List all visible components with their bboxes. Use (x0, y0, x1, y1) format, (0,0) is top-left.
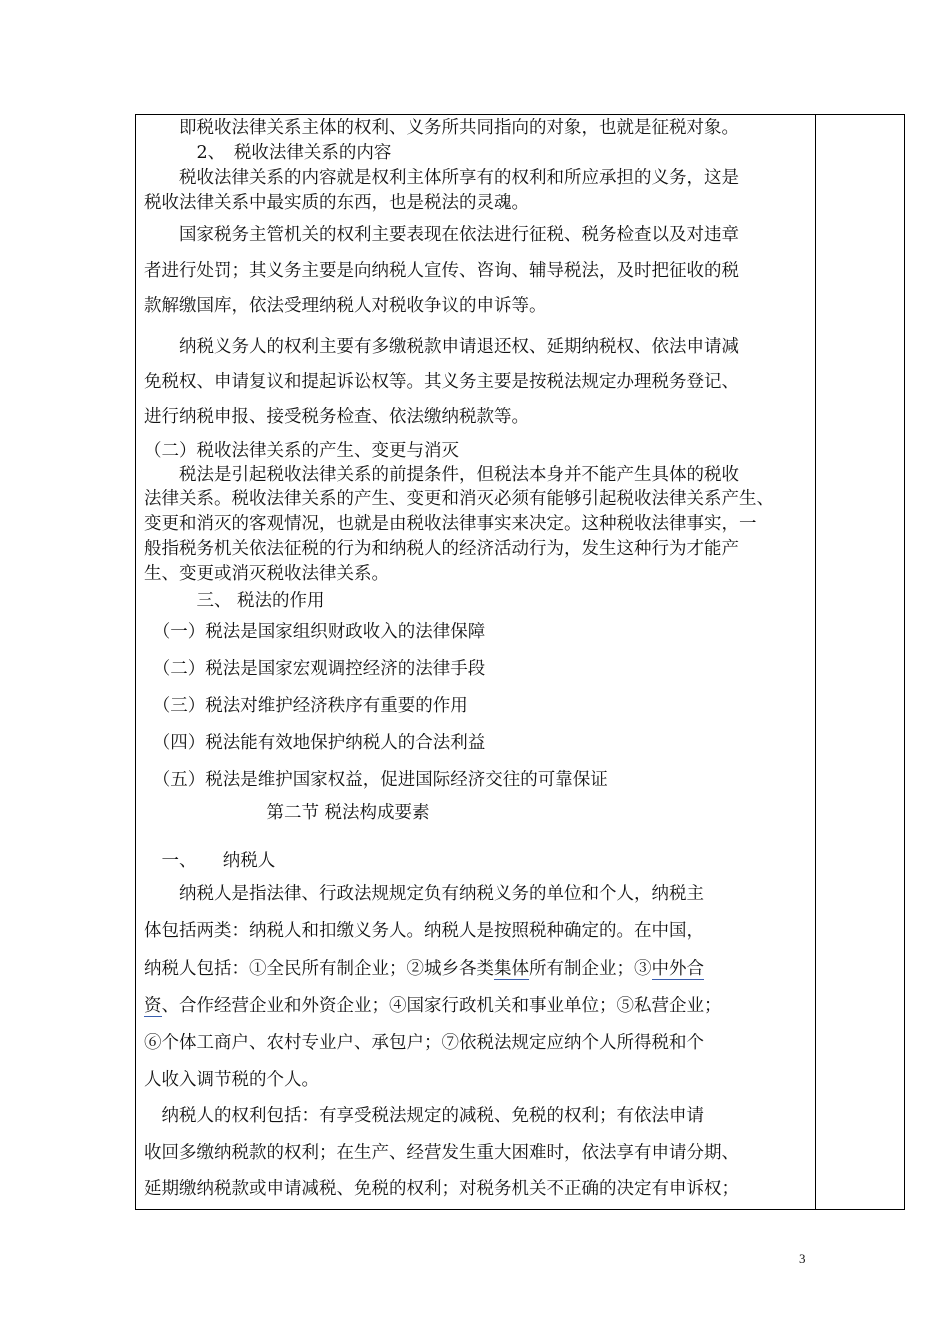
underlined-term: 集体 (494, 959, 529, 979)
section-heading: 2、 税收法律关系的内容 (144, 143, 392, 163)
text-line: 税收法律关系中最实质的东西，也是税法的灵魂。 (144, 193, 529, 213)
text-line (144, 995, 722, 1017)
text-line: 纳税人是指法律、行政法规规定负有纳税义务的单位和个人，纳税主 (144, 884, 704, 904)
text-line: 法律关系。税收法律关系的产生、变更和消灭必须有能够引起税收法律关系产生、 (144, 489, 774, 509)
list-item: （三）税法对维护经济秩序有重要的作用 (144, 696, 468, 716)
text-line: 人收入调节税的个人。 (144, 1070, 319, 1090)
text-line: 纳税人的权利包括：有享受税法规定的减税、免税的权利；有依法申请 (144, 1106, 704, 1126)
text-segment: 所有制企业；③ (529, 959, 652, 979)
list-item: （四）税法能有效地保护纳税人的合法利益 (144, 733, 486, 753)
main-text-cell (136, 115, 815, 1209)
section-heading: 一、 纳税人 (144, 851, 276, 871)
list-item: （二）税法是国家宏观调控经济的法律手段 (144, 659, 486, 679)
underlined-term: 资 (144, 996, 162, 1016)
text-line: 款解缴国库，依法受理纳税人对税收争议的申诉等。 (144, 296, 547, 316)
chapter-section-title: 第二节 税法构成要素 (144, 803, 430, 823)
text-line: 变更和消灭的客观情况，也就是由税收法律事实来决定。这种税收法律事实，一 (144, 514, 757, 534)
text-line (144, 958, 704, 980)
text-line: 纳税义务人的权利主要有多缴税款申请退还权、延期纳税权、依法申请减 (144, 337, 739, 357)
section-heading: （二）税收法律关系的产生、变更与消灭 (144, 441, 459, 461)
section-heading: 三、 税法的作用 (144, 591, 325, 611)
text-line: 收回多缴纳税款的权利；在生产、经营发生重大困难时，依法享有申请分期、 (144, 1143, 739, 1163)
text-line: 即税收法律关系主体的权利、义务所共同指向的对象，也就是征税对象。 (144, 118, 739, 138)
text-segment: 、合作经营企业和外资企业；④国家行政机关和事业单位；⑤私营企业； (161, 996, 722, 1016)
text-line: 税收法律关系的内容就是权利主体所享有的权利和所应承担的义务，这是 (144, 168, 739, 188)
text-line: 进行纳税申报、接受税务检查、依法缴纳税款等。 (144, 407, 529, 427)
text-line: 者进行处罚；其义务主要是向纳税人宣传、咨询、辅导税法，及时把征收的税 (144, 261, 739, 281)
text-line: 税法是引起税收法律关系的前提条件，但税法本身并不能产生具体的税收 (144, 465, 739, 485)
content-table (135, 114, 905, 1210)
text-line: 体包括两类：纳税人和扣缴义务人。纳税人是按照税种确定的。在中国， (144, 921, 704, 941)
text-line: 国家税务主管机关的权利主要表现在依法进行征税、税务检查以及对违章 (144, 225, 739, 245)
text-line: ⑥个体工商户、农村专业户、承包户；⑦依税法规定应纳个人所得税和个 (144, 1033, 704, 1053)
text-segment: 纳税人包括：①全民所有制企业；②城乡各类 (144, 959, 494, 979)
text-line: 免税权、申请复议和提起诉讼权等。其义务主要是按税法规定办理税务登记、 (144, 372, 739, 392)
notes-cell (816, 115, 904, 1209)
page-number: 3 (799, 1251, 806, 1266)
list-item: （一）税法是国家组织财政收入的法律保障 (144, 622, 486, 642)
text-line: 般指税务机关依法征税的行为和纳税人的经济活动行为，发生这种行为才能产 (144, 539, 739, 559)
list-item: （五）税法是维护国家权益，促进国际经济交往的可靠保证 (144, 770, 608, 790)
underlined-term: 中外合 (651, 959, 704, 979)
text-line: 生、变更或消灭税收法律关系。 (144, 564, 389, 584)
text-line: 延期缴纳税款或申请减税、免税的权利；对税务机关不正确的决定有申诉权； (144, 1179, 739, 1199)
